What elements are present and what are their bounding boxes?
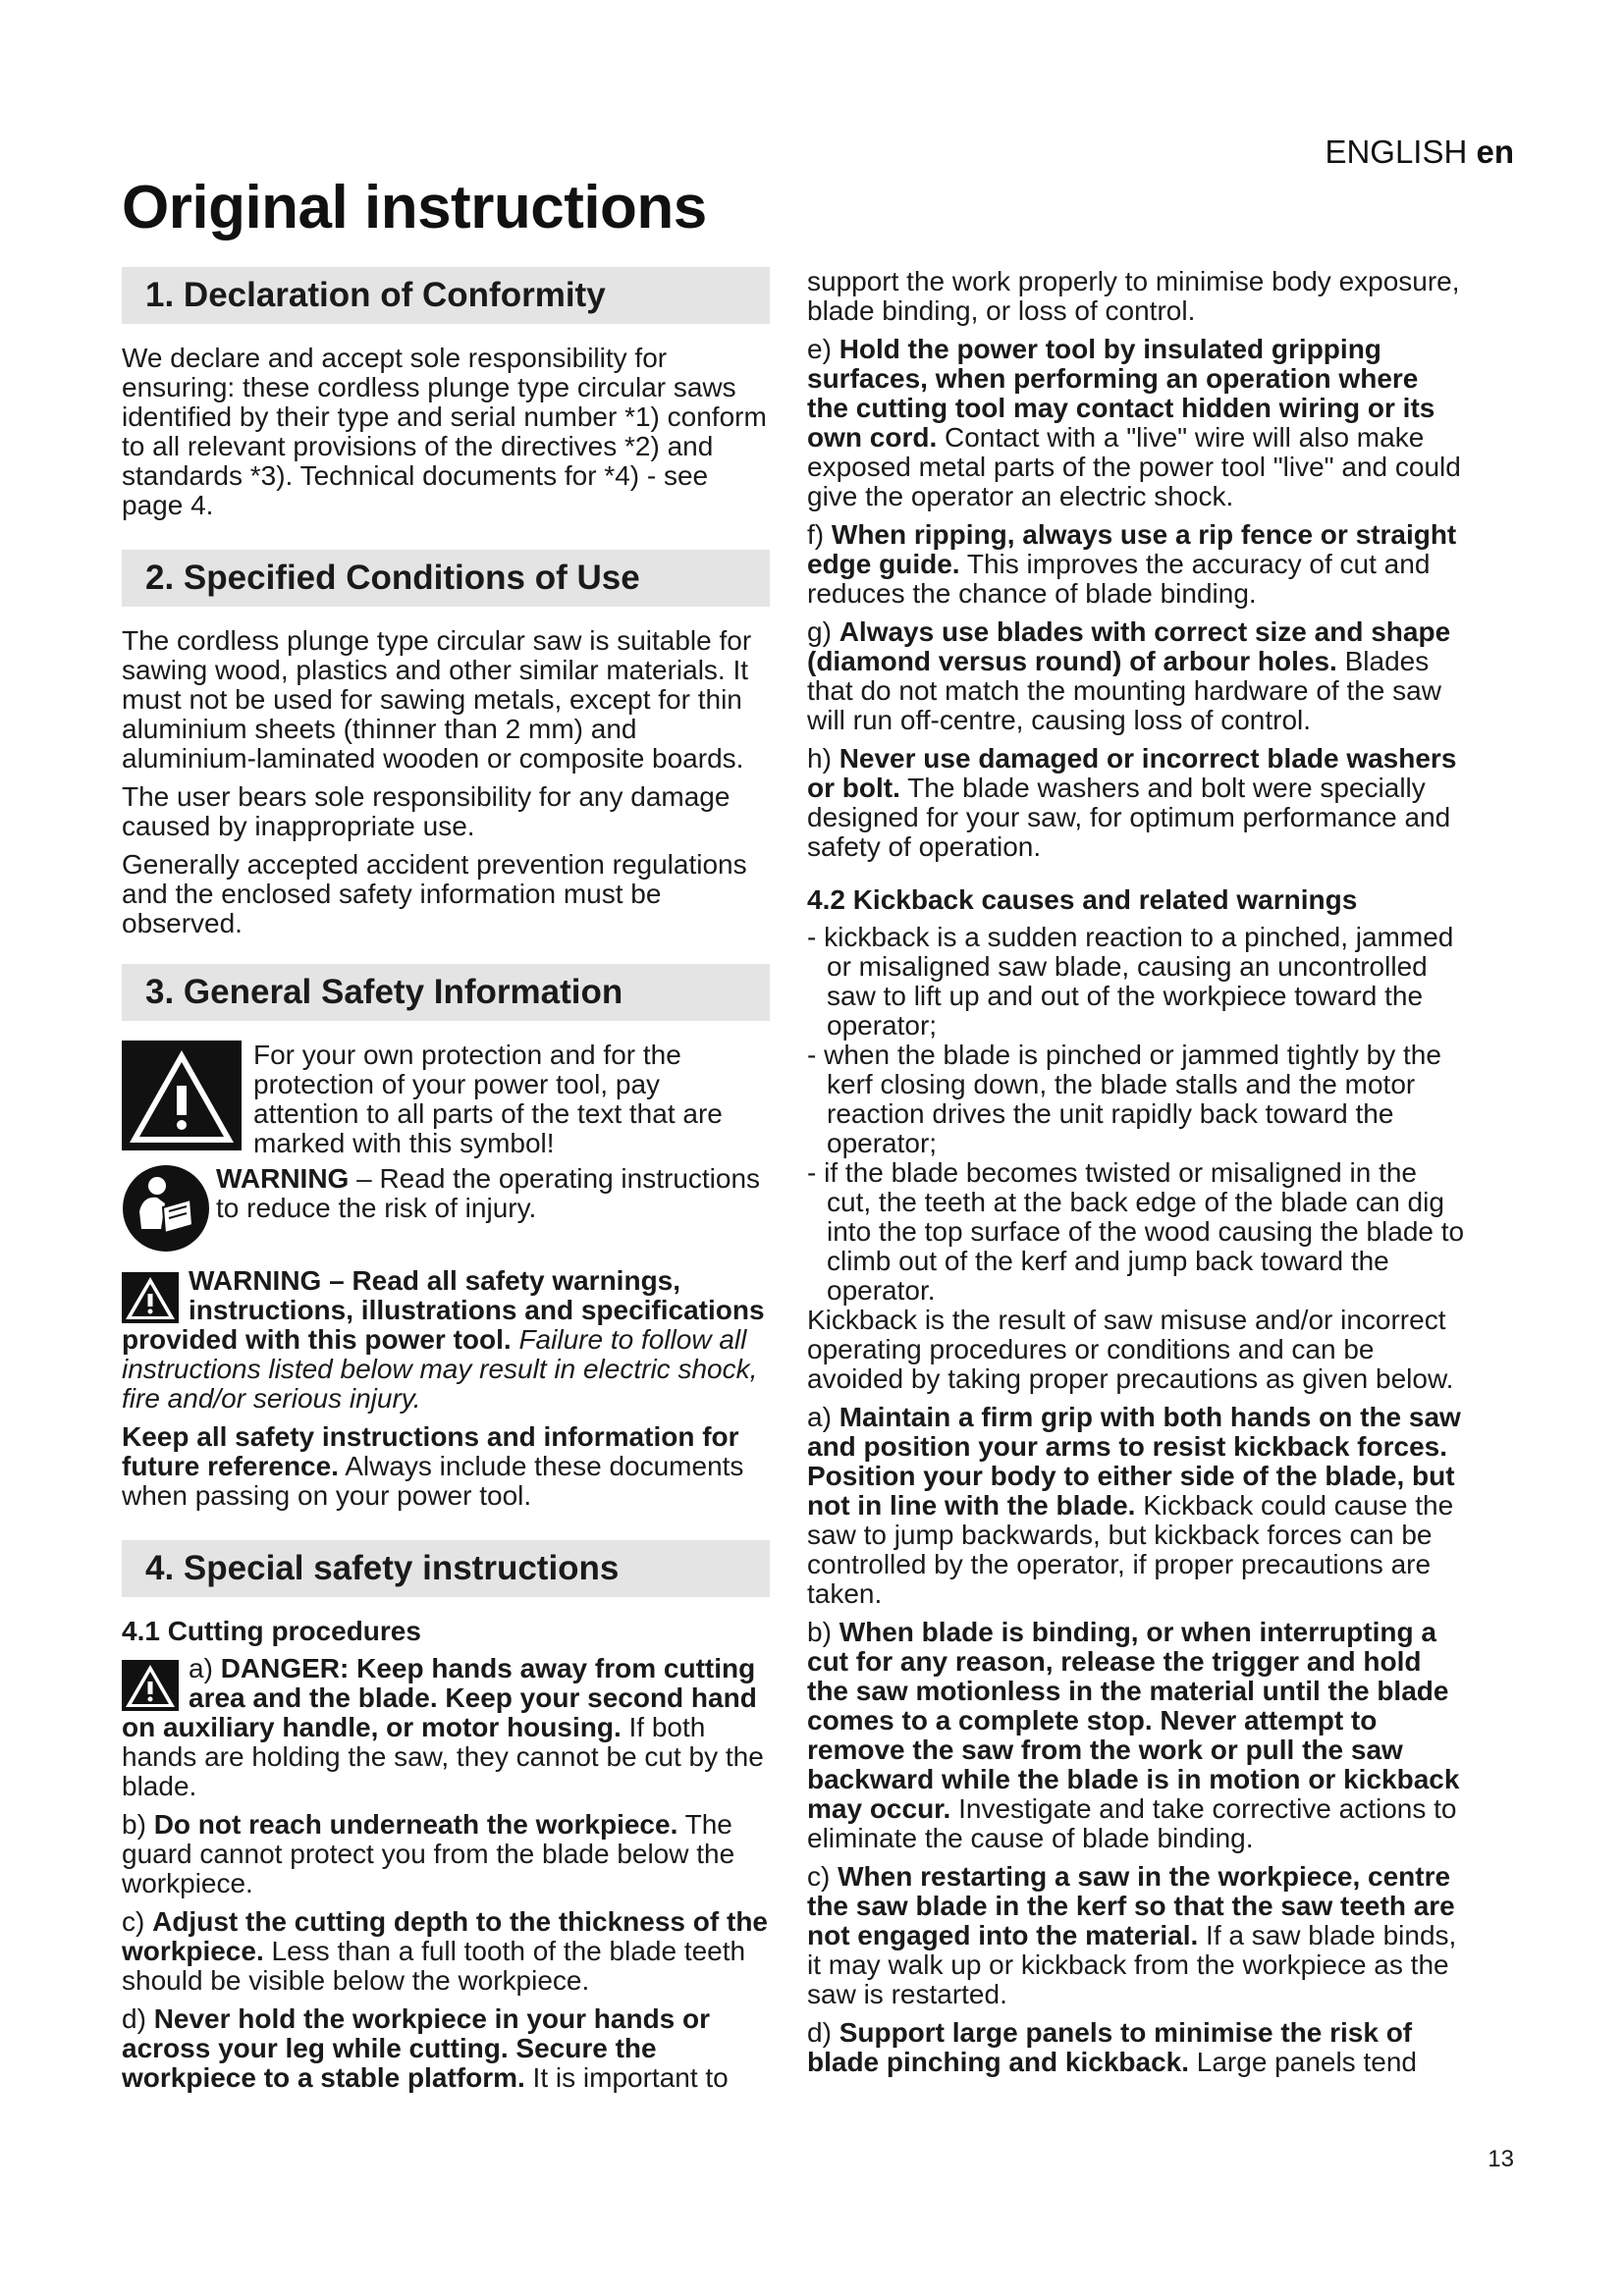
paragraph: The user bears sole responsibility for any damage caused by inappropriate use. xyxy=(122,781,731,841)
section-heading: 2. Specified Conditions of Use xyxy=(122,550,770,607)
warning-triangle-icon xyxy=(122,1660,179,1711)
instruction-g: g) Always use blades with correct size and shape (diamond versus round) of arbour holes. Blades that do not match the mounting hardware of the saw will run off-centre, causing loss of control. xyxy=(807,616,1451,735)
subsection-heading: 4.2 Kickback causes and related warnings xyxy=(807,884,1358,915)
page-title: Original instructions xyxy=(122,174,707,241)
kickback-instruction-d: d) Support large panels to minimise the risk of blade pinching and kickback. Large panels tend xyxy=(807,2017,1417,2077)
manual-warning xyxy=(122,1164,770,1253)
section-heading: 1. Declaration of Conformity xyxy=(122,267,770,324)
symbol-notice xyxy=(122,1041,770,1158)
paragraph: Generally accepted accident prevention regulations and the enclosed safety information must be observed. xyxy=(122,849,747,938)
page-number: 13 xyxy=(1488,2146,1514,2172)
symbol-text: For your own protection and for the protection of your power tool, pay attention to all parts of the text that are marked with this symbol! xyxy=(253,1040,723,1158)
instruction-d: d) Never hold the workpiece in your hands or across your leg while cutting. Secure the workpiece to a stable platform. It is important to xyxy=(122,2003,729,2093)
instruction-e: e) Hold the power tool by insulated gripping surfaces, when performing an operation where the cutting tool may contact hidden wiring or its own cord. Contact with a "live" wire will also make exposed metal parts of the power tool "live" and could give the operator an electric shock. xyxy=(807,334,1461,511)
instruction-a: a) DANGER: Keep hands away from cutting area and the blade. Keep your second hand on auxiliary handle, or motor housing. If both hands are holding the saw, they cannot be cut by the blade. xyxy=(122,1653,764,1801)
read-manual-icon xyxy=(122,1164,210,1253)
warning-triangle-icon xyxy=(122,1041,242,1150)
instruction-c: c) Adjust the cutting depth to the thickness of the workpiece. Less than a full tooth of the blade teeth should be visible below the workpiece. xyxy=(122,1906,768,1996)
instruction-f: f) When ripping, always use a rip fence or straight edge guide. This improves the accuracy of cut and reduces the chance of blade binding. xyxy=(807,519,1457,609)
section-heading: 4. Special safety instructions xyxy=(122,1540,770,1597)
list-item: - kickback is a sudden reaction to a pinched, jammed or misaligned saw blade, causing an uncontrolled saw to lift up and out of the workpiece toward the operator; xyxy=(807,922,1454,1041)
language-label: ENGLISH en xyxy=(1325,133,1514,170)
paragraph: The cordless plunge type circular saw is suitable for sawing wood, plastics and other similar materials. It must not be used for sawing metals, except for thin aluminium sheets (thinner than 2 mm) and aluminium-laminated wooden or composite boards. xyxy=(122,625,752,774)
right-column xyxy=(807,267,1465,2086)
paragraph: Kickback is the result of saw misuse and/or incorrect operating procedures or conditions and can be avoided by taking proper precautions as given below. xyxy=(807,1305,1454,1394)
safety-warning: WARNING – Read all safety warnings, instructions, illustrations and specifications provided with this power tool. Failure to follow all instructions listed below may result in electric shock, fire and/or serious injury. xyxy=(122,1265,765,1414)
instruction-h: h) Never use damaged or incorrect blade washers or bolt. The blade washers and bolt were specially designed for your saw, for optimum performance and safety of operation. xyxy=(807,743,1457,862)
kickback-instruction-b: b) When blade is binding, or when interrupting a cut for any reason, release the trigger and hold the saw motionless in the material until the blade comes to a complete stop. Never attempt to remove the saw from the work or pull the saw backward while the blade is in motion or kickback may occur. Investigate and take corrective actions to eliminate the cause of blade binding. xyxy=(807,1617,1460,1853)
list-item: - if the blade becomes twisted or misaligned in the cut, the teeth at the back edge of the blade can dig into the top surface of the wood causing the blade to climb out of the kerf and jump back toward the operator. xyxy=(807,1157,1465,1306)
kickback-instruction-c: c) When restarting a saw in the workpiece, centre the saw blade in the kerf so that the saw teeth are not engaged into the material. If a saw blade binds, it may walk up or kickback from the workpiece as the saw is restarted. xyxy=(807,1861,1457,2009)
instruction-b: b) Do not reach underneath the workpiece. The guard cannot protect you from the blade below the workpiece. xyxy=(122,1809,735,1898)
kickback-instruction-a: a) Maintain a firm grip with both hands on the saw and position your arms to resist kickback forces. Position your body to either side of the blade, but not in line with the blade. Kickback could cause the saw to jump backwards, but kickback forces can be controlled by the operator, if proper precautions are taken. xyxy=(807,1402,1461,1609)
paragraph: support the work properly to minimise body exposure, blade binding, or loss of control. xyxy=(807,266,1460,326)
subsection-heading: 4.1 Cutting procedures xyxy=(122,1616,421,1646)
keep-instructions: Keep all safety instructions and information for future reference. Always include these documents when passing on your power tool. xyxy=(122,1421,744,1511)
section-heading: 3. General Safety Information xyxy=(122,964,770,1021)
paragraph: We declare and accept sole responsibility for ensuring: these cordless plunge type circular saws identified by their type and serial number *1) conform to all relevant provisions of the directives *2) and standards *3). Technical documents for *4) - see page 4. xyxy=(122,343,767,520)
list-item: - when the blade is pinched or jammed tightly by the kerf closing down, the blade stalls and the motor reaction drives the unit rapidly back toward the operator; xyxy=(807,1040,1441,1158)
manual-warning-text: WARNING – Read the operating instructions to reduce the risk of injury. xyxy=(216,1163,761,1223)
kickback-list xyxy=(807,923,1465,1306)
left-column xyxy=(122,267,770,2102)
warning-triangle-icon xyxy=(122,1272,179,1323)
